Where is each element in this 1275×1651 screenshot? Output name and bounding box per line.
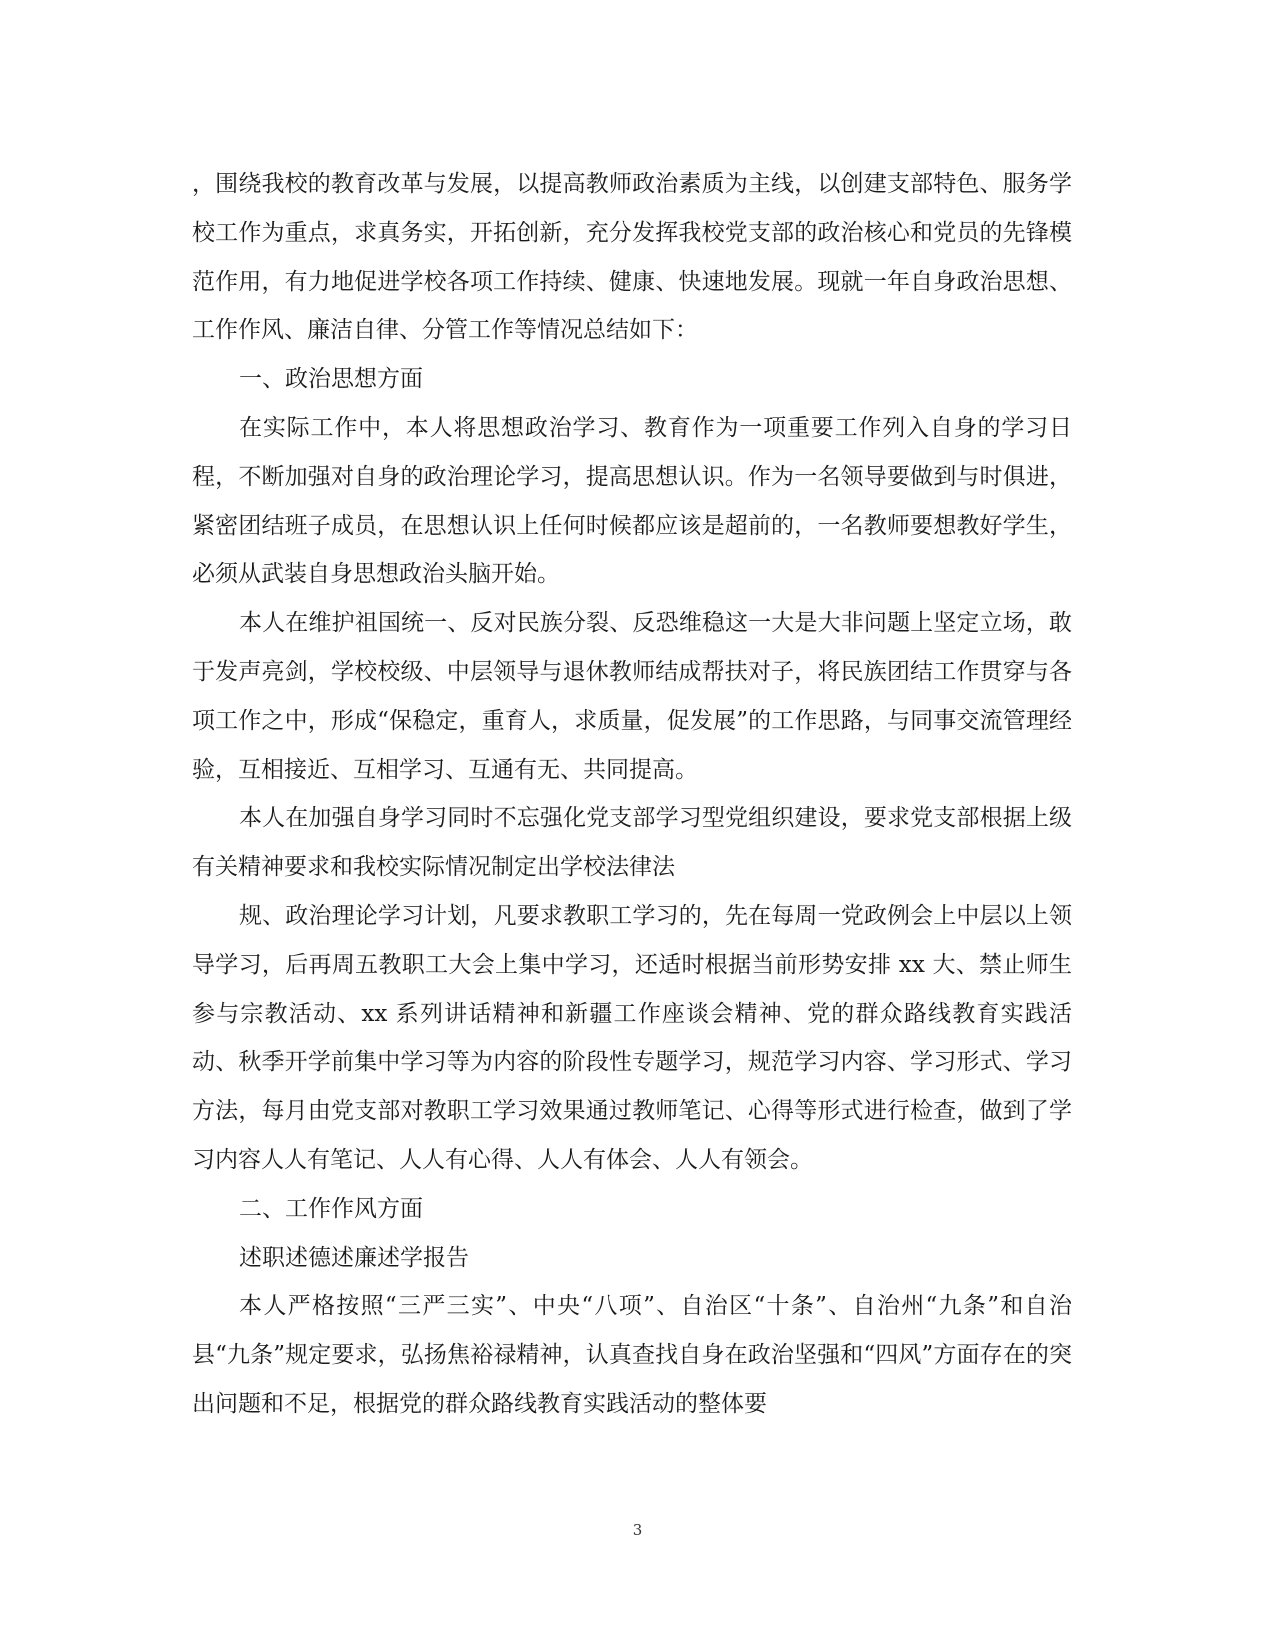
section-heading-political-thought: 一、政治思想方面 [239,366,423,393]
paragraph-national-unity: 本人在维护祖国统一、反对民族分裂、反恐维稳这一大是大非问题上坚定立场，敢于发声亮剑，学校校级、中层领导与退休教师结成帮扶对子，将民族团结工作贯穿与各项工作之中，形成“保稳定，重育人，求质量，促发展”的工作思路，与同事交流管理经验，互相接近、互相学习、互通有无、共同提高。 [192,610,1072,783]
paragraph-party-branch-study: 本人在加强自身学习同时不忘强化党支部学习型党组织建设，要求党支部根据上级有关精神要求和我校实际情况制定出学校法律法 [192,805,1072,881]
paragraph-political-study: 在实际工作中，本人将思想政治学习、教育作为一项重要工作列入自身的学习日程，不断加强对自身的政治理论学习，提高思想认识。作为一名领导要做到与时俱进，紧密团结班子成员，在思想认识上任何时候都应该是超前的，一名教师要想教好学生，必须从武装自身思想政治头脑开始。 [192,414,1072,588]
paragraph-regulations: 本人严格按照“三严三实”、中央“八项”、自治区“十条”、自治州“九条”和自治县“九条”规定要求，弘扬焦裕禄精神，认真查找自身在政治坚强和“四风”方面存在的突出问题和不足，根据党的群众路线教育实践活动的整体要 [192,1293,1072,1417]
paragraph-study-plan: 规、政治理论学习计划，凡要求教职工学习的，先在每周一党政例会上中层以上领导学习，后再周五教职工大会上集中学习，还适时根据当前形势安排 xx 大、禁止师生参与宗教活动、xx 系列讲话精神和新疆工作座谈会精神、党的群众路线教育实践活动、秋季开学前集中学习等为内容的阶段性专题学习，规范学习内容、学习形式、学习方法，每月由党支部对教职工学习效果通过教师笔记、心得等形式进行检查，做到了学习内容人人有笔记、人人有心得、人人有体会、人人有领会。 [192,902,1072,1173]
document-body [192,160,1072,1429]
page-number: 3 [632,1521,643,1539]
report-title-line: 述职述德述廉述学报告 [239,1244,469,1271]
paragraph-intro-continued: ，围绕我校的教育改革与发展，以提高教师政治素质为主线，以创建支部特色、服务学校工作为重点，求真务实，开拓创新，充分发挥我校党支部的政治核心和党员的先锋模范作用，有力地促进学校各项工作持续、健康、快速地发展。现就一年自身政治思想、工作作风、廉洁自律、分管工作等情况总结如下： [192,171,1072,344]
section-heading-work-style: 二、工作作风方面 [239,1195,423,1222]
